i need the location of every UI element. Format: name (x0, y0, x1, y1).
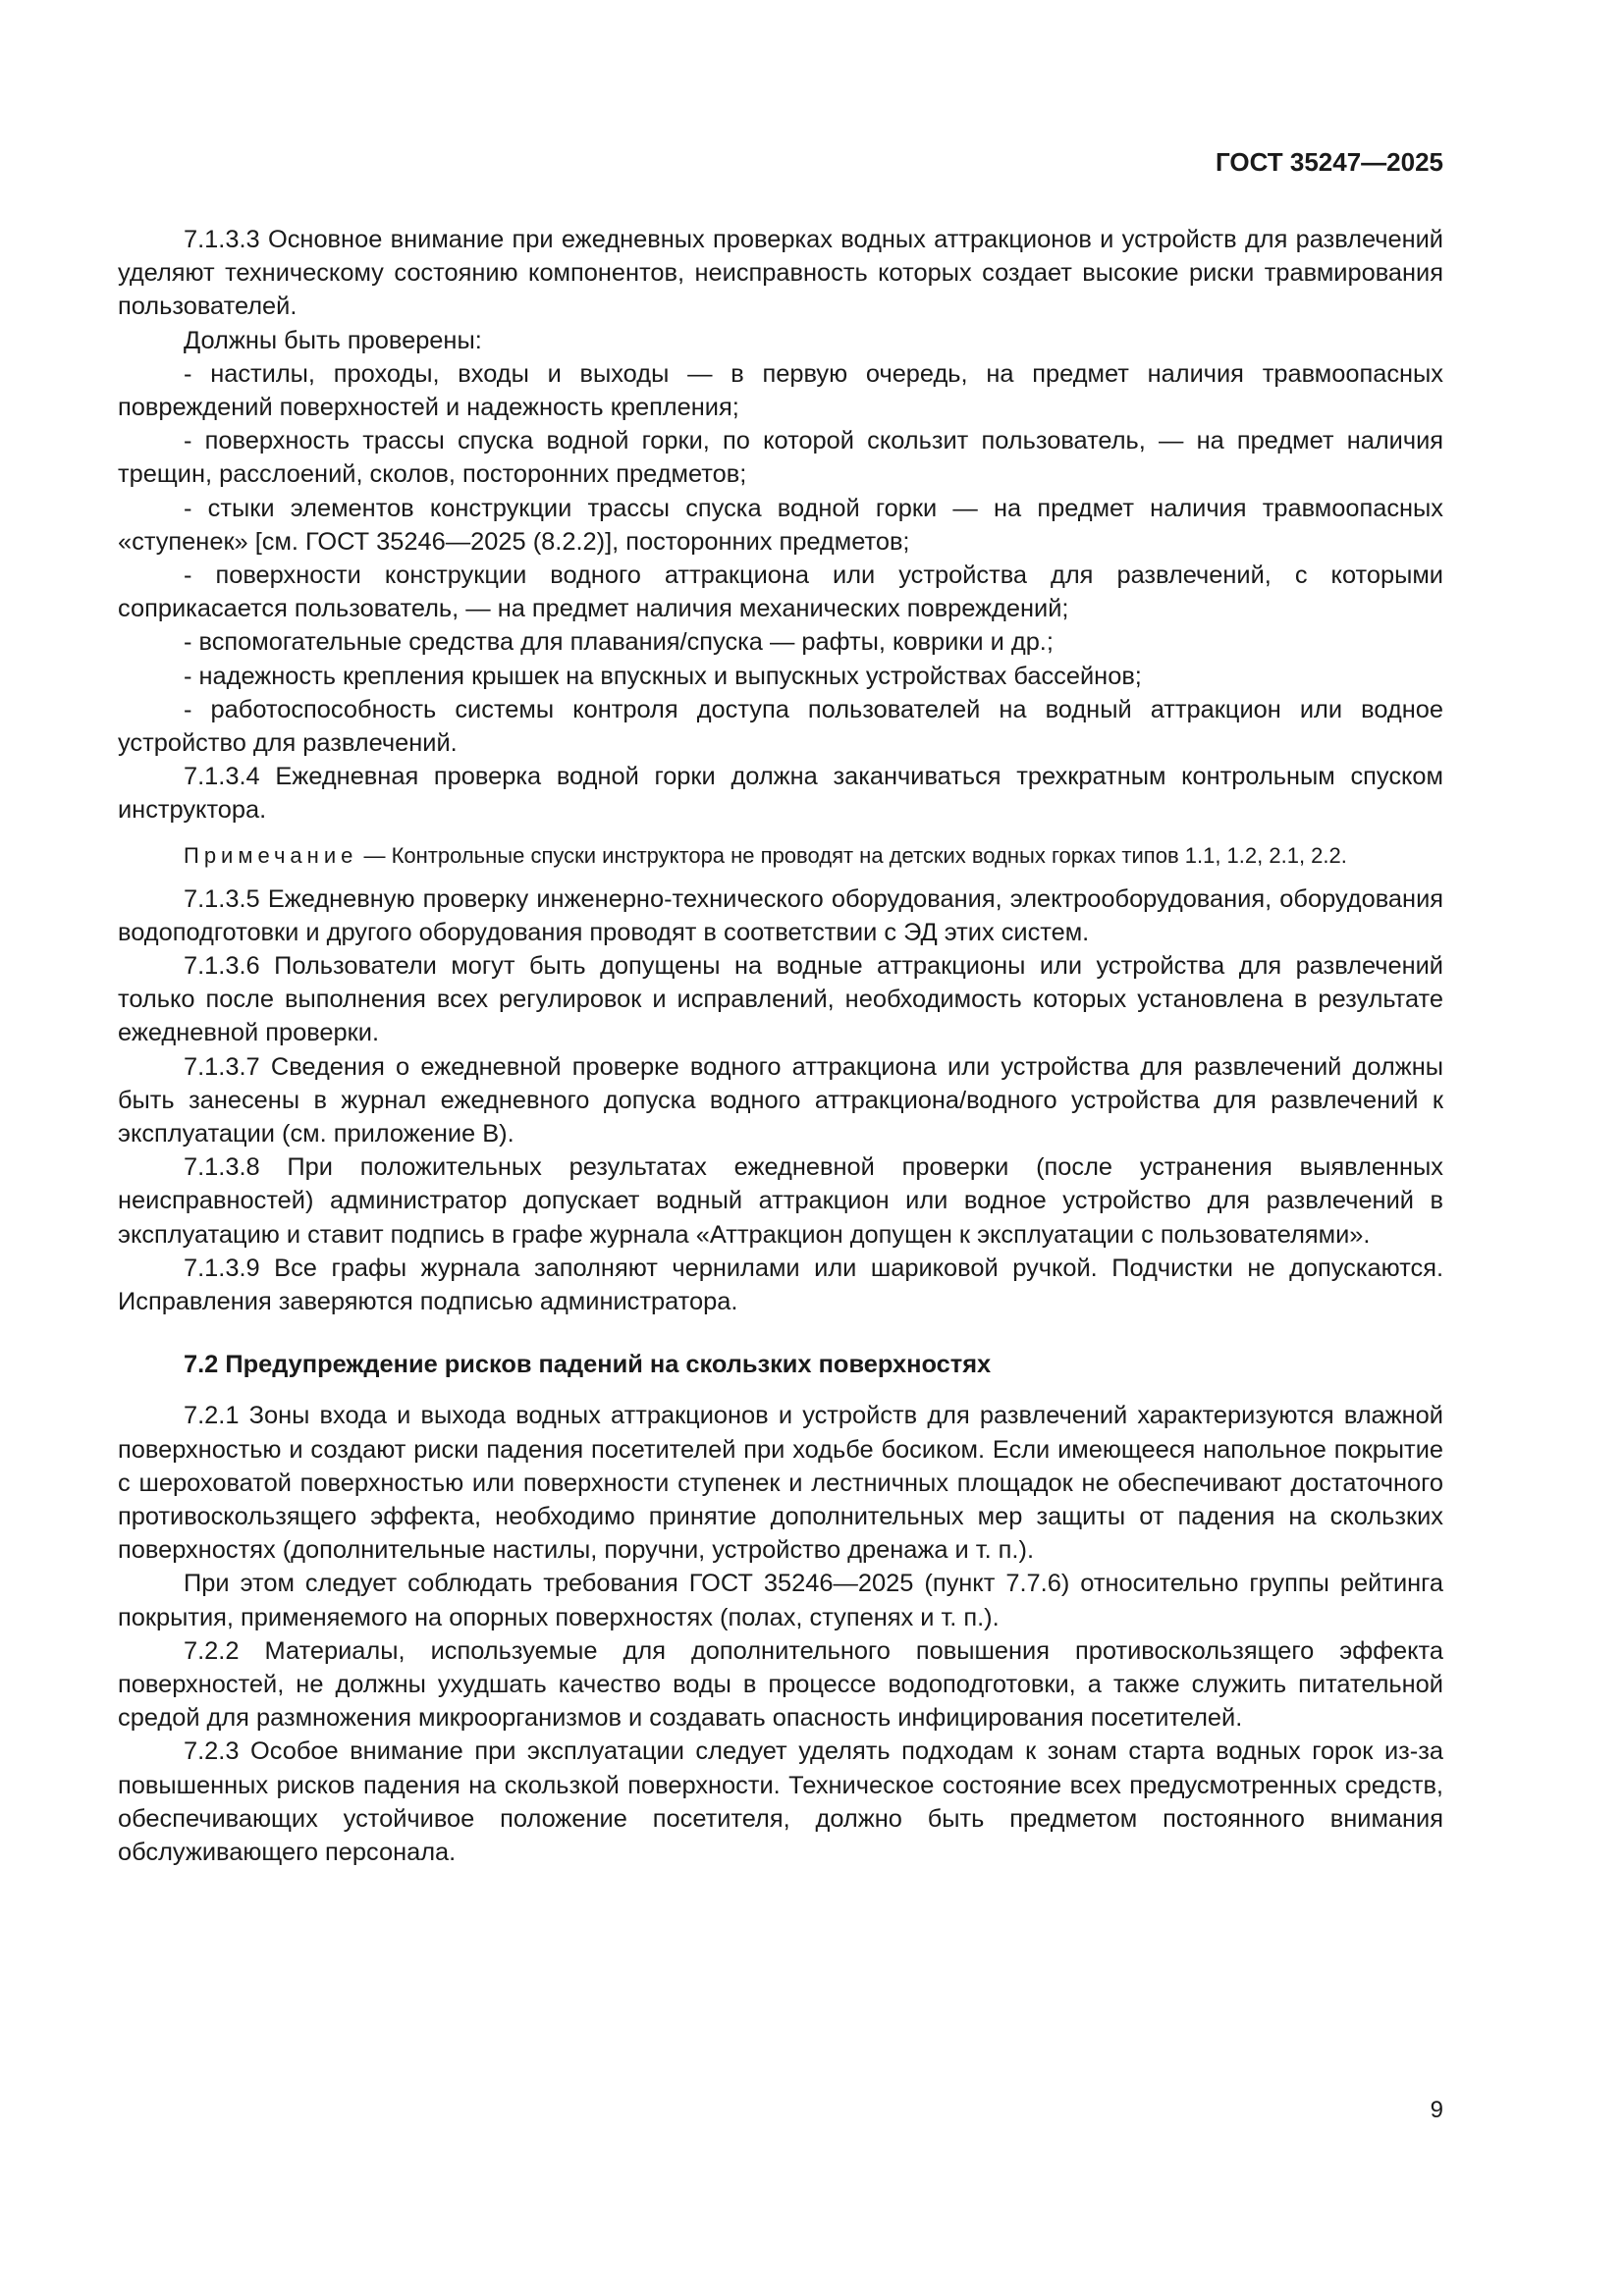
paragraph-7-1-3-8: 7.1.3.8 При положительных результатах ежедневной проверки (после устранения выявленных неисправностей) администратор допускает водный аттракцион или водное устройство для развлечений в эксплуатацию и ставит подпись в графе журнала «Аттракцион допущен к эксплуатации с пользователями». (118, 1153, 1443, 1249)
list-item-access-control: - работоспособность системы контроля доступа пользователей на водный аттракцион или водное устройство для развлечений. (118, 695, 1443, 758)
list-item-slide-surface: - поверхность трассы спуска водной горки, по которой скользит пользователь, — на предмет наличия трещин, расслоений, сколов, посторонних предметов; (118, 427, 1443, 489)
list-item-decks: - настилы, проходы, входы и выходы — в первую очередь, на предмет наличия травмоопасных повреждений поверхностей и надежность крепления; (118, 359, 1443, 422)
paragraph-7-1-3-6: 7.1.3.6 Пользователи могут быть допущены на водные аттракционы или устройства для развлечений только после выполнения всех регулировок и исправлений, необходимость которых установлена в результате ежедневной проверки. (118, 952, 1443, 1047)
paragraph-7-1-3-9: 7.1.3.9 Все графы журнала заполняют чернилами или шариковой ручкой. Подчистки не допускаются. Исправления заверяются подписью администратора. (118, 1254, 1443, 1316)
list-item-covers: - надежность крепления крышек на впускных и выпускных устройствах бассейнов; (184, 662, 1142, 690)
paragraph-7-2-1-requirements: При этом следует соблюдать требования ГОСТ 35246—2025 (пункт 7.7.6) относительно группы рейтинга покрытия, применяемого на опорных поверхностях (полах, ступенях и т. п.). (118, 1570, 1443, 1631)
document-body (118, 223, 1443, 1869)
paragraph-7-1-3-7: 7.1.3.7 Сведения о ежедневной проверке водного аттракциона или устройства для развлечений должны быть занесены в журнал ежедневного допуска водного аттракциона/водного устройства для развлечений к эксплуатации (см. приложение В). (118, 1052, 1443, 1148)
paragraph-7-2-3: 7.2.3 Особое внимание при эксплуатации следует уделять подходам к зонам старта водных горок из-за повышенных рисков падения на скользкой поверхности. Техническое состояние всех предусмотренных средств, обеспечивающих устойчивое положение посетителя, должно быть предметом постоянного внимания обслуживающего персонала. (118, 1737, 1443, 1866)
paragraph-checks-intro: Должны быть проверены: (184, 326, 482, 354)
document-code: ГОСТ 35247—2025 (1216, 147, 1443, 177)
list-item-aids: - вспомогательные средства для плавания/спуска — рафты, коврики и др.; (184, 628, 1054, 657)
note-label: Примечание (184, 842, 358, 868)
section-heading-7-2: 7.2 Предупреждение рисков падений на скользких поверхностях (184, 1351, 992, 1379)
paragraph-7-2-2: 7.2.2 Материалы, используемые для дополнительного повышения противоскользящего эффекта поверхностей, не должны ухудшать качество воды в процессе водоподготовки, а также служить питательной средой для размножения микроорганизмов и создавать опасность инфицирования посетителей. (118, 1636, 1443, 1733)
page-number: 9 (1430, 2097, 1443, 2123)
paragraph-7-1-3-4: 7.1.3.4 Ежедневная проверка водной горки должна заканчиваться трехкратным контрольным спуском инструктора. (118, 763, 1443, 825)
note (118, 841, 1443, 871)
list-item-joints: - стыки элементов конструкции трассы спуска водной горки — на предмет наличия травмоопасных «ступенек» [см. ГОСТ 35246—2025 (8.2.2)], посторонних предметов; (118, 494, 1443, 556)
list-item-contact-surfaces: - поверхности конструкции водного аттракциона или устройства для развлечений, с которыми соприкасается пользователь, — на предмет наличия механических повреждений; (118, 561, 1443, 623)
paragraph-7-1-3-5: 7.1.3.5 Ежедневную проверку инженерно-технического оборудования, электрооборудования, оборудования водоподготовки и другого оборудования проводят в соответствии с ЭД этих систем. (118, 884, 1443, 946)
paragraph-7-1-3-3: 7.1.3.3 Основное внимание при ежедневных проверках водных аттракционов и устройств для развлечений уделяют техническому состоянию компонентов, неисправность которых создает высокие риски травмирования пользователей. (118, 226, 1443, 321)
note-text: — Контрольные спуски инструктора не проводят на детских водных горках типов 1.1, 1.2, 2.1, 2.2. (357, 842, 1347, 868)
paragraph-7-2-1: 7.2.1 Зоны входа и выхода водных аттракционов и устройств для развлечений характеризуются влажной поверхностью и создают риски падения посетителей при ходьбе босиком. Если имеющееся напольное покрытие с шероховатой поверхностью или поверхности ступенек и лестничных площадок не обеспечивают достаточного противоскользящего эффекта, необходимо принятие дополнительных мер защиты от падения на скользких поверхностях (дополнительные настилы, поручни, устройство дренажа и т. п.). (118, 1402, 1443, 1565)
